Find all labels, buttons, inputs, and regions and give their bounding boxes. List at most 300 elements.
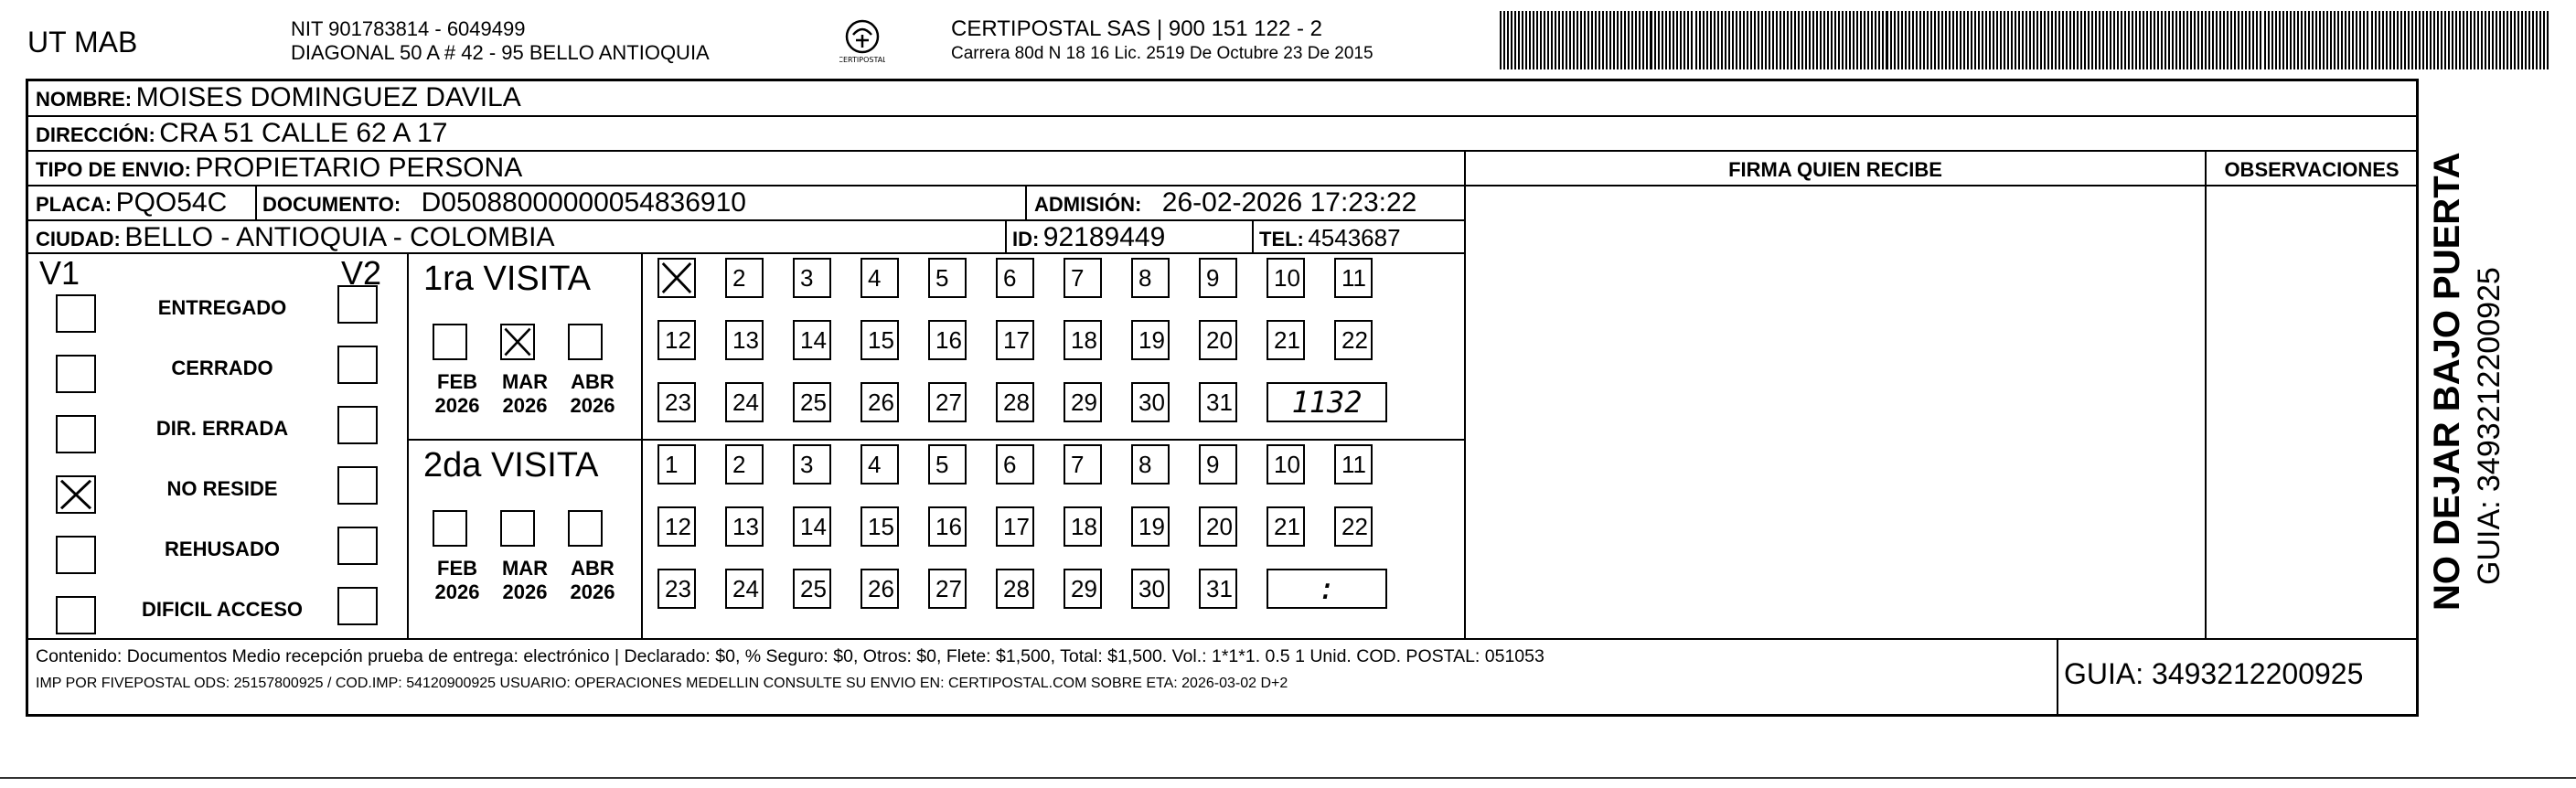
day-box[interactable]: 8 [1131, 258, 1170, 298]
visit-title: 1ra VISITA [423, 260, 592, 298]
barcode-bar [2397, 11, 2399, 69]
barcode-bar [2499, 11, 2501, 69]
v1-checkbox[interactable] [56, 415, 96, 453]
barcode-bar [1580, 11, 1582, 69]
barcode-bar [1665, 11, 1667, 69]
barcode-bar [2455, 11, 2457, 69]
day-box[interactable]: 19 [1131, 506, 1170, 547]
day-box[interactable]: 4 [860, 444, 899, 485]
company-name: UT MAB [27, 26, 138, 59]
day-box[interactable]: 12 [657, 320, 696, 360]
day-box[interactable]: 31 [1199, 382, 1237, 422]
day-box[interactable]: 28 [996, 382, 1034, 422]
barcode-bar [2463, 11, 2464, 69]
v2-checkbox[interactable] [337, 466, 378, 505]
barcode-bar [2293, 11, 2295, 69]
day-box[interactable]: 21 [1267, 506, 1305, 547]
barcode-bar [1790, 11, 1792, 69]
barcode-bar [2260, 11, 2261, 69]
month-year: 2026 [570, 580, 615, 603]
barcode-bar [2077, 11, 2079, 69]
barcode-bar [2146, 11, 2148, 69]
barcode-bar [2179, 11, 2181, 69]
barcode-bar [1511, 11, 1512, 69]
day-box[interactable]: 10 [1267, 258, 1305, 298]
placa-value: PQO54C [115, 187, 228, 218]
barcode-bar [1687, 11, 1689, 69]
tipo-value: PROPIETARIO PERSONA [195, 153, 523, 183]
footer-imp: IMP POR FIVEPOSTAL ODS: 25157800925 / COD.IMP: 54120900925 USUARIO: OPERACIONES MEDELLIN CONSULTE SU ENVIO EN: CERTIPOSTAL.COM SOBRE ETA: 2026-03-02 D+2 [36, 676, 1288, 691]
day-box[interactable]: 19 [1131, 320, 1170, 360]
month-year: 2026 [502, 394, 548, 417]
day-box[interactable]: 17 [996, 320, 1034, 360]
barcode-bar [1525, 11, 1527, 69]
day-box[interactable]: 15 [860, 320, 899, 360]
day-box[interactable]: 1 [657, 444, 696, 485]
barcode-bar [2051, 11, 2053, 69]
day-box[interactable]: 23 [657, 382, 696, 422]
day-box[interactable]: 7 [1064, 258, 1102, 298]
barcode [1500, 11, 2551, 69]
barcode-bar [1598, 11, 1600, 69]
month-checkbox[interactable] [433, 324, 467, 360]
observations-area[interactable] [2212, 191, 2411, 635]
day-box[interactable]: 12 [657, 506, 696, 547]
barcode-bar [1595, 11, 1597, 69]
barcode-bar [1606, 11, 1608, 69]
row-placa [36, 186, 227, 224]
barcode-bar [1613, 11, 1615, 69]
barcode-bar [2345, 11, 2346, 69]
company-nit: NIT 901783814 - 6049499 [291, 17, 526, 40]
tel-value: 4543687 [1308, 224, 1401, 251]
direccion-value: CRA 51 CALLE 62 A 17 [159, 118, 448, 148]
status-label: NO RESIDE [166, 477, 278, 500]
barcode-bar [2356, 11, 2357, 69]
barcode-bar [2481, 11, 2483, 69]
barcode-bar [1673, 11, 1674, 69]
row-tipo [36, 152, 522, 189]
barcode-bar [2040, 11, 2042, 69]
placa-label: PLACA: [36, 193, 112, 216]
id-label: ID: [1012, 228, 1040, 250]
barcode-bar [1801, 11, 1803, 69]
barcode-bar [1916, 11, 1918, 69]
barcode-bar [2121, 11, 2122, 69]
barcode-bar [2510, 11, 2512, 69]
day-box[interactable]: 29 [1064, 382, 1102, 422]
admision-label: ADMISIÓN: [1034, 193, 1142, 216]
barcode-bar [2430, 11, 2432, 69]
day-box[interactable] [657, 258, 696, 298]
barcode-bar [2135, 11, 2137, 69]
month-name: ABR [571, 370, 615, 393]
barcode-bar [2539, 11, 2541, 69]
visit-title: 2da VISITA [423, 446, 599, 485]
v2-header: V2 [341, 254, 382, 292]
month-name: FEB [437, 557, 477, 580]
barcode-bar [2470, 11, 2472, 69]
day-box[interactable]: 21 [1267, 320, 1305, 360]
barcode-bar [1536, 11, 1538, 69]
v1-checkbox[interactable] [56, 355, 96, 393]
barcode-bar [1639, 11, 1641, 69]
day-box[interactable]: 26 [860, 382, 899, 422]
barcode-bar [2348, 11, 2350, 69]
v2-checkbox[interactable] [337, 285, 378, 324]
day-box[interactable]: 2 [725, 444, 764, 485]
barcode-bar [2168, 11, 2170, 69]
barcode-bar [1842, 11, 1844, 69]
barcode-bar [2073, 11, 2075, 69]
day-box[interactable]: 5 [928, 258, 967, 298]
barcode-bar [1952, 11, 1954, 69]
barcode-bar [1642, 11, 1644, 69]
barcode-bar [2216, 11, 2218, 69]
barcode-bar [2441, 11, 2442, 69]
barcode-bar [1882, 11, 1884, 69]
barcode-bar [2088, 11, 2090, 69]
barcode-bar [1941, 11, 1943, 69]
barcode-bar [2319, 11, 2321, 69]
day-box[interactable]: 11 [1334, 258, 1373, 298]
barcode-bar [1805, 11, 1807, 69]
v1-checkbox[interactable] [56, 536, 96, 574]
nombre-value: MOISES DOMINGUEZ DAVILA [135, 82, 521, 112]
barcode-bar [2095, 11, 2097, 69]
barcode-bar [1591, 11, 1593, 69]
visit-time-box[interactable]: 1132 [1267, 382, 1387, 422]
barcode-bar [1831, 11, 1833, 69]
signature-area[interactable] [1471, 191, 2199, 635]
barcode-bar [1919, 11, 1921, 69]
barcode-bar [1827, 11, 1829, 69]
barcode-bar [1555, 11, 1556, 69]
barcode-bar [1566, 11, 1567, 69]
barcode-bar [2249, 11, 2250, 69]
barcode-bar [2382, 11, 2384, 69]
barcode-bar [1897, 11, 1899, 69]
barcode-bar [1699, 11, 1701, 69]
v1-checkbox[interactable] [56, 475, 96, 514]
barcode-bar [1945, 11, 1947, 69]
barcode-bar [2190, 11, 2192, 69]
barcode-bar [2183, 11, 2185, 69]
day-box[interactable]: 18 [1064, 506, 1102, 547]
barcode-bar [2477, 11, 2479, 69]
barcode-bar [1985, 11, 1987, 69]
row-nombre [36, 81, 521, 119]
barcode-bar [1587, 11, 1589, 69]
barcode-bar [2139, 11, 2141, 69]
barcode-bar [2286, 11, 2288, 69]
day-box[interactable]: 25 [793, 569, 831, 609]
barcode-bar [2223, 11, 2225, 69]
barcode-bar [2238, 11, 2239, 69]
barcode-bar [1875, 11, 1876, 69]
barcode-bar [2326, 11, 2328, 69]
month-checkbox[interactable] [500, 510, 535, 547]
barcode-bar [2444, 11, 2446, 69]
barcode-bar [1927, 11, 1929, 69]
day-box[interactable]: 3 [793, 258, 831, 298]
barcode-bar [2517, 11, 2519, 69]
barcode-bar [2301, 11, 2303, 69]
barcode-bar [2308, 11, 2310, 69]
barcode-bar [1547, 11, 1549, 69]
barcode-bar [2036, 11, 2038, 69]
v2-checkbox[interactable] [337, 587, 378, 625]
barcode-bar [2143, 11, 2144, 69]
barcode-bar [1772, 11, 1774, 69]
barcode-bar [1518, 11, 1520, 69]
barcode-bar [2069, 11, 2071, 69]
day-box[interactable]: 14 [793, 506, 831, 547]
day-box[interactable]: 16 [928, 506, 967, 547]
day-box[interactable]: 30 [1131, 382, 1170, 422]
day-box[interactable]: 9 [1199, 258, 1237, 298]
barcode-bar [2117, 11, 2119, 69]
day-box[interactable]: 24 [725, 382, 764, 422]
day-box[interactable]: 8 [1131, 444, 1170, 485]
barcode-bar [2404, 11, 2406, 69]
barcode-bar [1676, 11, 1678, 69]
day-box[interactable]: 4 [860, 258, 899, 298]
barcode-bar [2150, 11, 2152, 69]
barcode-bar [2000, 11, 2002, 69]
barcode-bar [2532, 11, 2534, 69]
barcode-bar [1624, 11, 1626, 69]
barcode-bar [1669, 11, 1671, 69]
side-warning: NO DEJAR BAJO PUERTA [2427, 152, 2467, 611]
barcode-bar [2521, 11, 2523, 69]
day-box[interactable]: 26 [860, 569, 899, 609]
barcode-bar [2474, 11, 2475, 69]
status-label: ENTREGADO [157, 296, 287, 319]
barcode-bar [2113, 11, 2115, 69]
day-box[interactable]: 7 [1064, 444, 1102, 485]
barcode-bar [2219, 11, 2221, 69]
day-box[interactable]: 20 [1199, 320, 1237, 360]
barcode-bar [2536, 11, 2538, 69]
day-box[interactable]: 2 [725, 258, 764, 298]
barcode-bar [1823, 11, 1825, 69]
v1-checkbox[interactable] [56, 596, 96, 634]
day-box[interactable]: 15 [860, 506, 899, 547]
barcode-bar [2007, 11, 2009, 69]
barcode-bar [2419, 11, 2421, 69]
barcode-bar [1533, 11, 1534, 69]
barcode-bar [2282, 11, 2284, 69]
barcode-bar [1886, 11, 1888, 69]
day-box[interactable]: 29 [1064, 569, 1102, 609]
status-label: DIR. ERRADA [155, 417, 289, 440]
barcode-bar [1930, 11, 1932, 69]
day-box[interactable]: 28 [996, 569, 1034, 609]
barcode-bar [2437, 11, 2439, 69]
barcode-bar [2124, 11, 2126, 69]
barcode-bar [1739, 11, 1741, 69]
barcode-bar [2241, 11, 2243, 69]
barcode-bar [2386, 11, 2388, 69]
day-box[interactable]: 23 [657, 569, 696, 609]
barcode-bar [2393, 11, 2395, 69]
day-box[interactable]: 6 [996, 258, 1034, 298]
barcode-bar [1780, 11, 1781, 69]
day-box[interactable]: 18 [1064, 320, 1102, 360]
v2-checkbox[interactable] [337, 406, 378, 444]
barcode-bar [1507, 11, 1509, 69]
barcode-bar [2201, 11, 2203, 69]
month-name: MAR [501, 370, 549, 393]
barcode-bar [1871, 11, 1873, 69]
observaciones-header: OBSERVACIONES [2224, 158, 2400, 181]
barcode-bar [2378, 11, 2380, 69]
barcode-bar [1540, 11, 1542, 69]
company-address: DIAGONAL 50 A # 42 - 95 BELLO ANTIOQUIA [291, 41, 710, 64]
barcode-bar [2448, 11, 2450, 69]
barcode-bar [2047, 11, 2049, 69]
certipostal-logo-icon [839, 16, 885, 71]
barcode-bar [1721, 11, 1723, 69]
barcode-bar [2011, 11, 2013, 69]
v1-checkbox[interactable] [56, 294, 96, 333]
barcode-bar [1680, 11, 1682, 69]
barcode-bar [2230, 11, 2232, 69]
barcode-bar [1577, 11, 1578, 69]
day-box[interactable]: 31 [1199, 569, 1237, 609]
barcode-bar [2359, 11, 2361, 69]
month-checkbox[interactable] [568, 324, 603, 360]
month-checkbox[interactable] [433, 510, 467, 547]
barcode-bar [1683, 11, 1685, 69]
day-box[interactable]: 5 [928, 444, 967, 485]
barcode-bar [2055, 11, 2057, 69]
barcode-bar [1654, 11, 1656, 69]
barcode-bar [2514, 11, 2516, 69]
barcode-bar [1717, 11, 1719, 69]
day-box[interactable]: 30 [1131, 569, 1170, 609]
v2-checkbox[interactable] [337, 346, 378, 384]
nombre-label: NOMBRE: [36, 88, 133, 111]
barcode-bar [1747, 11, 1748, 69]
day-box[interactable]: 17 [996, 506, 1034, 547]
barcode-bar [1602, 11, 1604, 69]
month-name: MAR [501, 557, 549, 580]
barcode-bar [2389, 11, 2391, 69]
month-checkbox[interactable] [500, 324, 535, 360]
barcode-bar [1646, 11, 1648, 69]
barcode-bar [2271, 11, 2273, 69]
header [0, 0, 2576, 77]
barcode-bar [2426, 11, 2428, 69]
day-box[interactable]: 20 [1199, 506, 1237, 547]
row-direccion [36, 117, 447, 154]
barcode-bar [1967, 11, 1969, 69]
barcode-bar [2132, 11, 2133, 69]
barcode-bar [1695, 11, 1697, 69]
barcode-bar [2175, 11, 2177, 69]
barcode-bar [2485, 11, 2486, 69]
admision-field [1034, 186, 1416, 224]
day-box[interactable]: 27 [928, 382, 967, 422]
visit-time-box[interactable]: : [1267, 569, 1387, 609]
barcode-bar [2279, 11, 2281, 69]
day-box[interactable]: 16 [928, 320, 967, 360]
barcode-bar [2022, 11, 2024, 69]
month-name: ABR [571, 557, 615, 580]
barcode-bar [1750, 11, 1752, 69]
day-box[interactable]: 25 [793, 382, 831, 422]
status-block [28, 254, 409, 638]
barcode-bar [2066, 11, 2068, 69]
barcode-bar [2161, 11, 2163, 69]
barcode-bar [2058, 11, 2060, 69]
documento-field [262, 186, 746, 224]
day-box[interactable]: 27 [928, 569, 967, 609]
v2-checkbox[interactable] [337, 527, 378, 565]
day-box[interactable]: 11 [1334, 444, 1373, 485]
barcode-bar [1732, 11, 1734, 69]
day-box[interactable]: 9 [1199, 444, 1237, 485]
barcode-bar [2205, 11, 2207, 69]
barcode-bar [2062, 11, 2064, 69]
barcode-bar [1514, 11, 1516, 69]
month-checkbox[interactable] [568, 510, 603, 547]
barcode-bar [1849, 11, 1851, 69]
barcode-bar [1754, 11, 1756, 69]
day-box[interactable]: 24 [725, 569, 764, 609]
barcode-bar [1923, 11, 1925, 69]
day-box[interactable]: 22 [1334, 320, 1373, 360]
barcode-bar [1635, 11, 1637, 69]
barcode-bar [1743, 11, 1745, 69]
barcode-bar [2110, 11, 2111, 69]
barcode-bar [1706, 11, 1708, 69]
barcode-bar [2084, 11, 2086, 69]
barcode-bar [2528, 11, 2530, 69]
day-box[interactable]: 3 [793, 444, 831, 485]
barcode-bar [1765, 11, 1767, 69]
barcode-bar [2492, 11, 2494, 69]
barcode-bar [1551, 11, 1553, 69]
documento-label: DOCUMENTO: [262, 193, 401, 216]
status-label: CERRADO [171, 357, 273, 379]
visit-first [409, 254, 1464, 439]
barcode-bar [1912, 11, 1914, 69]
month-year: 2026 [434, 394, 480, 417]
day-box[interactable]: 14 [793, 320, 831, 360]
barcode-bar [1845, 11, 1847, 69]
barcode-bar [2408, 11, 2410, 69]
barcode-bar [1662, 11, 1663, 69]
day-box[interactable]: 22 [1334, 506, 1373, 547]
day-box[interactable]: 10 [1267, 444, 1305, 485]
barcode-bar [1710, 11, 1712, 69]
barcode-bar [1860, 11, 1862, 69]
barcode-bar [2503, 11, 2505, 69]
barcode-bar [1993, 11, 1994, 69]
barcode-bar [2363, 11, 2365, 69]
barcode-bar [1609, 11, 1611, 69]
day-box[interactable]: 13 [725, 506, 764, 547]
barcode-bar [2212, 11, 2214, 69]
barcode-bar [2323, 11, 2325, 69]
barcode-bar [2227, 11, 2229, 69]
day-box[interactable]: 6 [996, 444, 1034, 485]
firma-header: FIRMA QUIEN RECIBE [1728, 158, 1942, 181]
day-box[interactable]: 13 [725, 320, 764, 360]
